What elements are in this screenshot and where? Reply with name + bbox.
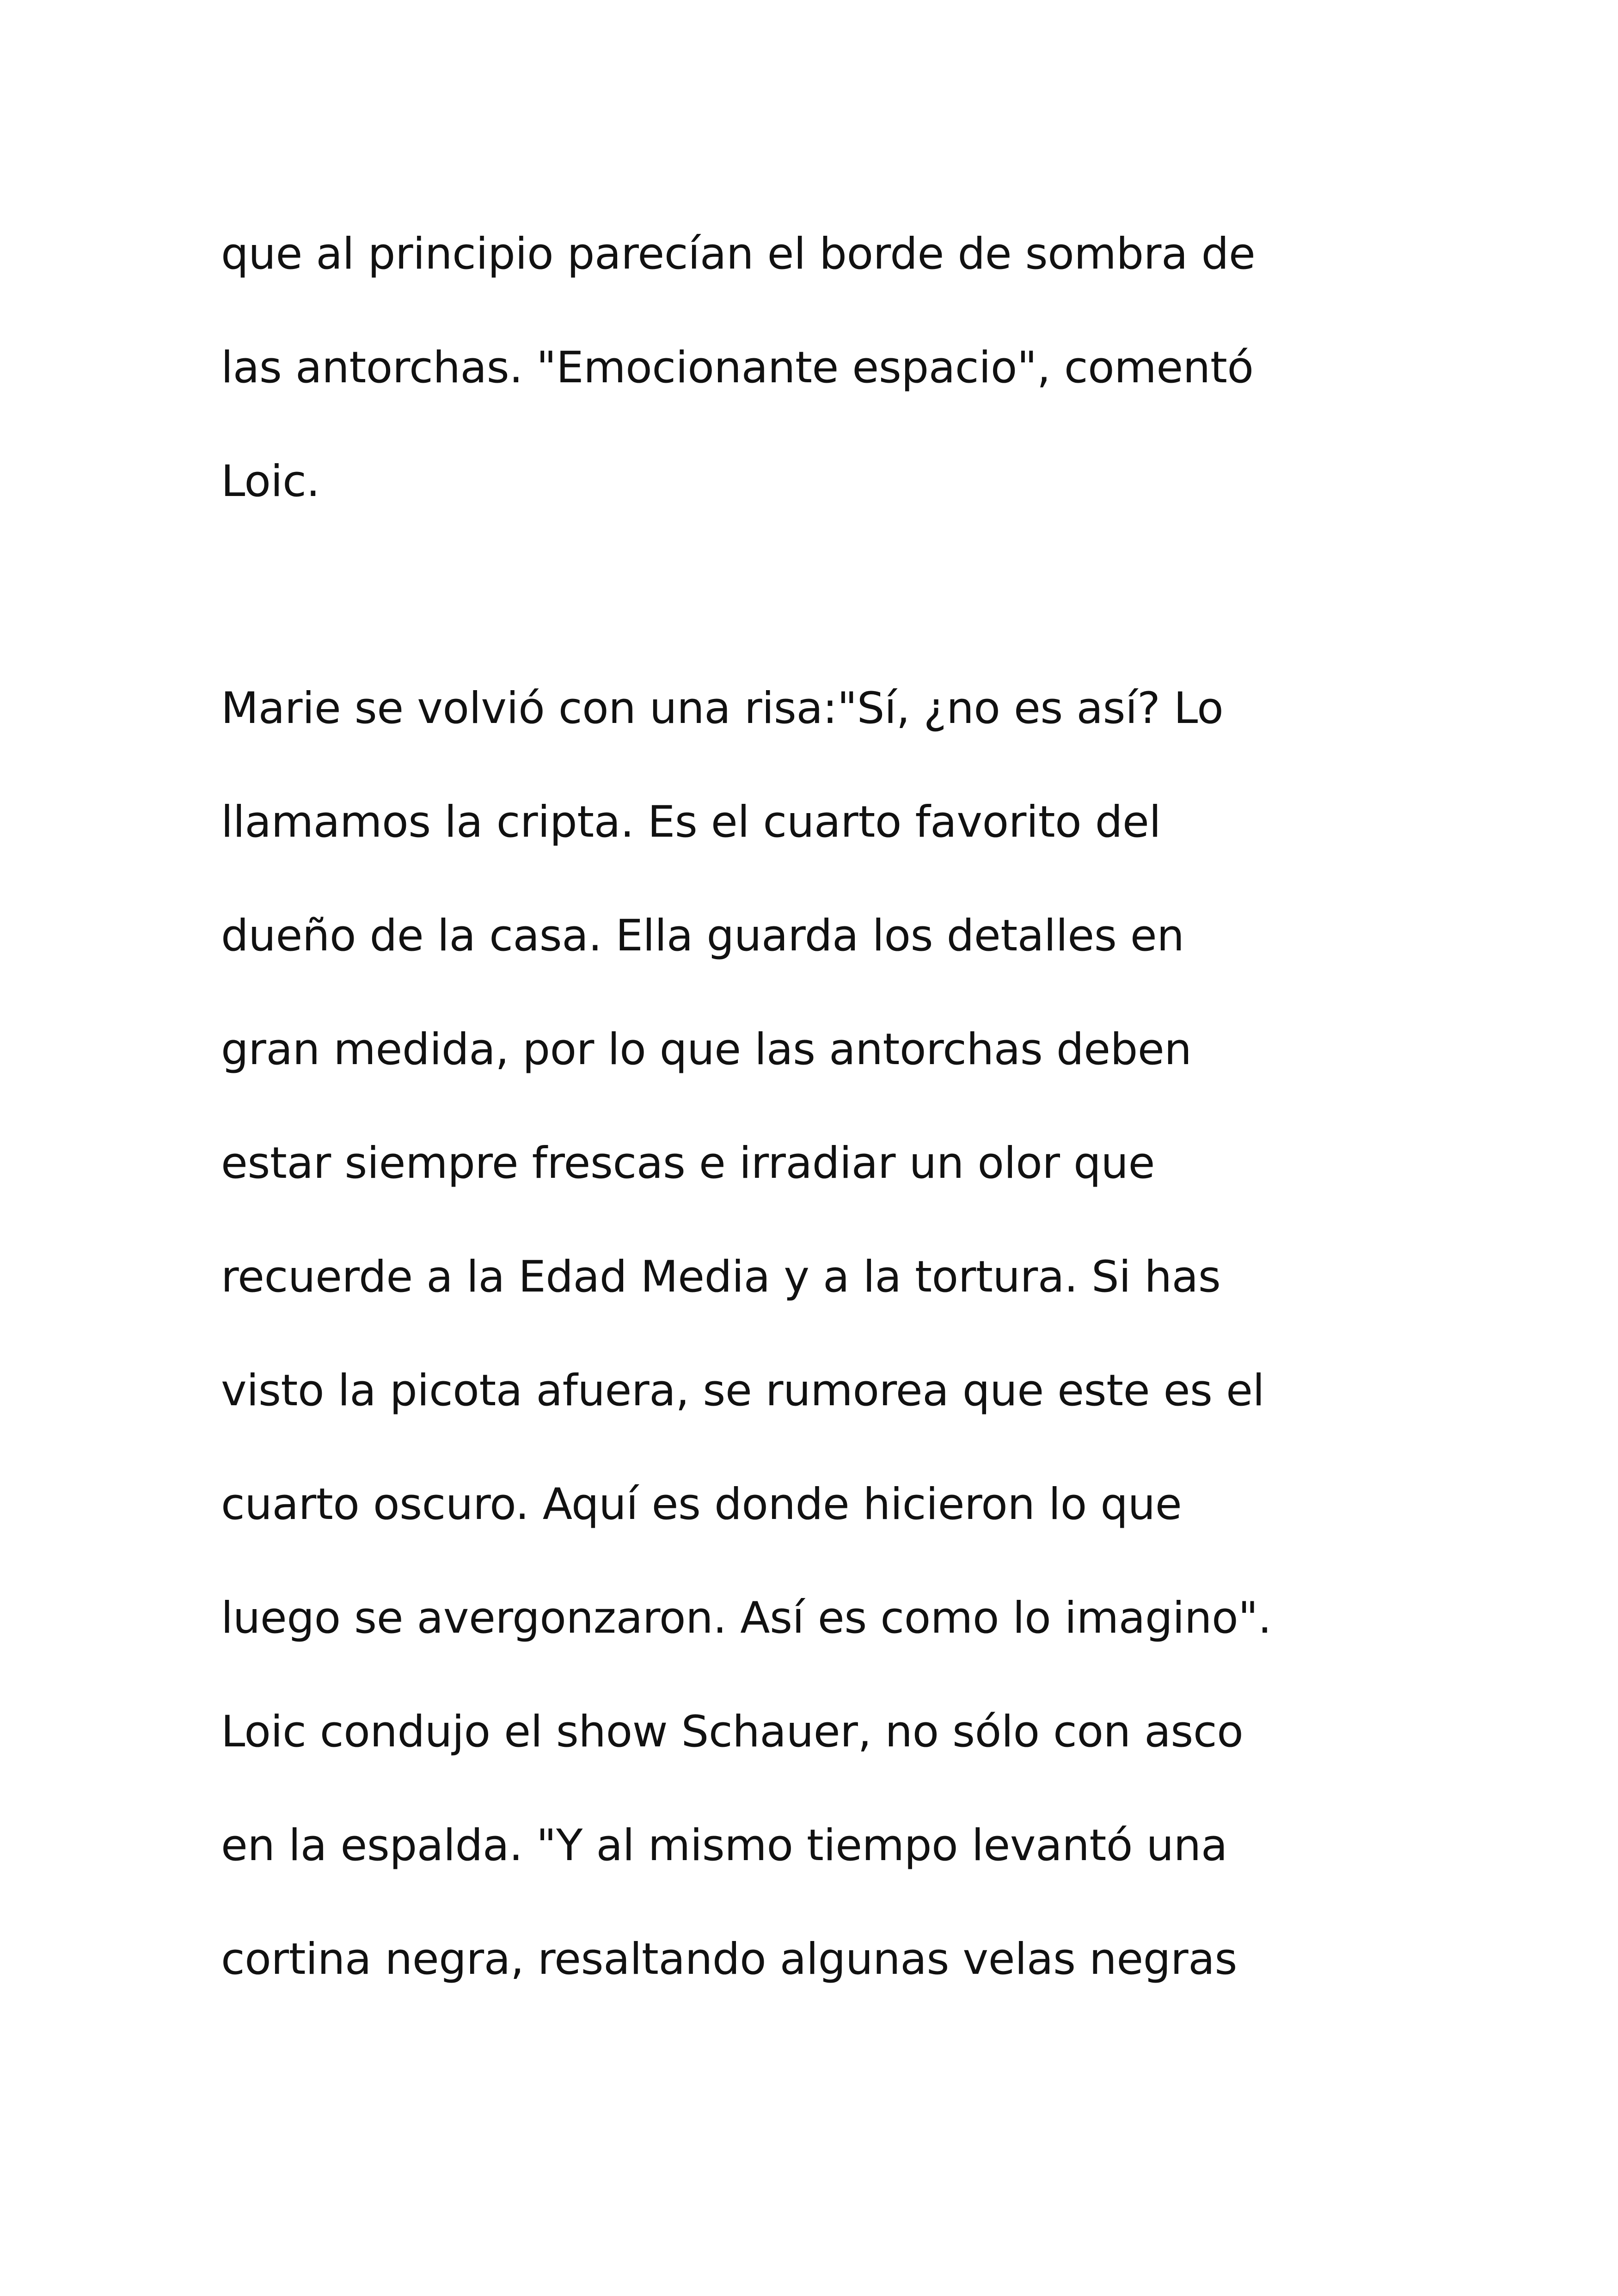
text-line: cuarto oscuro. Aquí es donde hicieron lo que <box>221 1479 1182 1530</box>
text-line: gran medida, por lo que las antorchas deben <box>221 1024 1192 1075</box>
text-line: llamamos la cripta. Es el cuarto favorito del <box>221 797 1161 847</box>
text-line: Marie se volvió con una risa:"Sí, ¿no es así? Lo <box>221 683 1224 734</box>
text-line: recuerde a la Edad Media y a la tortura. Si has <box>221 1252 1221 1302</box>
text-line: estar siempre frescas e irradiar un olor que <box>221 1138 1155 1188</box>
text-line: cortina negra, resaltando algunas velas negras <box>221 1934 1238 1984</box>
text-line: visto la picota afuera, se rumorea que este es el <box>221 1365 1265 1416</box>
text-line: las antorchas. "Emocionante espacio", comentó <box>221 343 1254 393</box>
text-line: dueño de la casa. Ella guarda los detalles en <box>221 911 1184 961</box>
text-line: que al principio parecían el borde de sombra de <box>221 229 1256 279</box>
text-line: luego se avergonzaron. Así es como lo imagino". <box>221 1593 1272 1643</box>
text-line: Loic condujo el show Schauer, no sólo con asco <box>221 1707 1244 1757</box>
text-line: en la espalda. "Y al mismo tiempo levantó una <box>221 1820 1228 1871</box>
text-line: Loic. <box>221 456 320 507</box>
